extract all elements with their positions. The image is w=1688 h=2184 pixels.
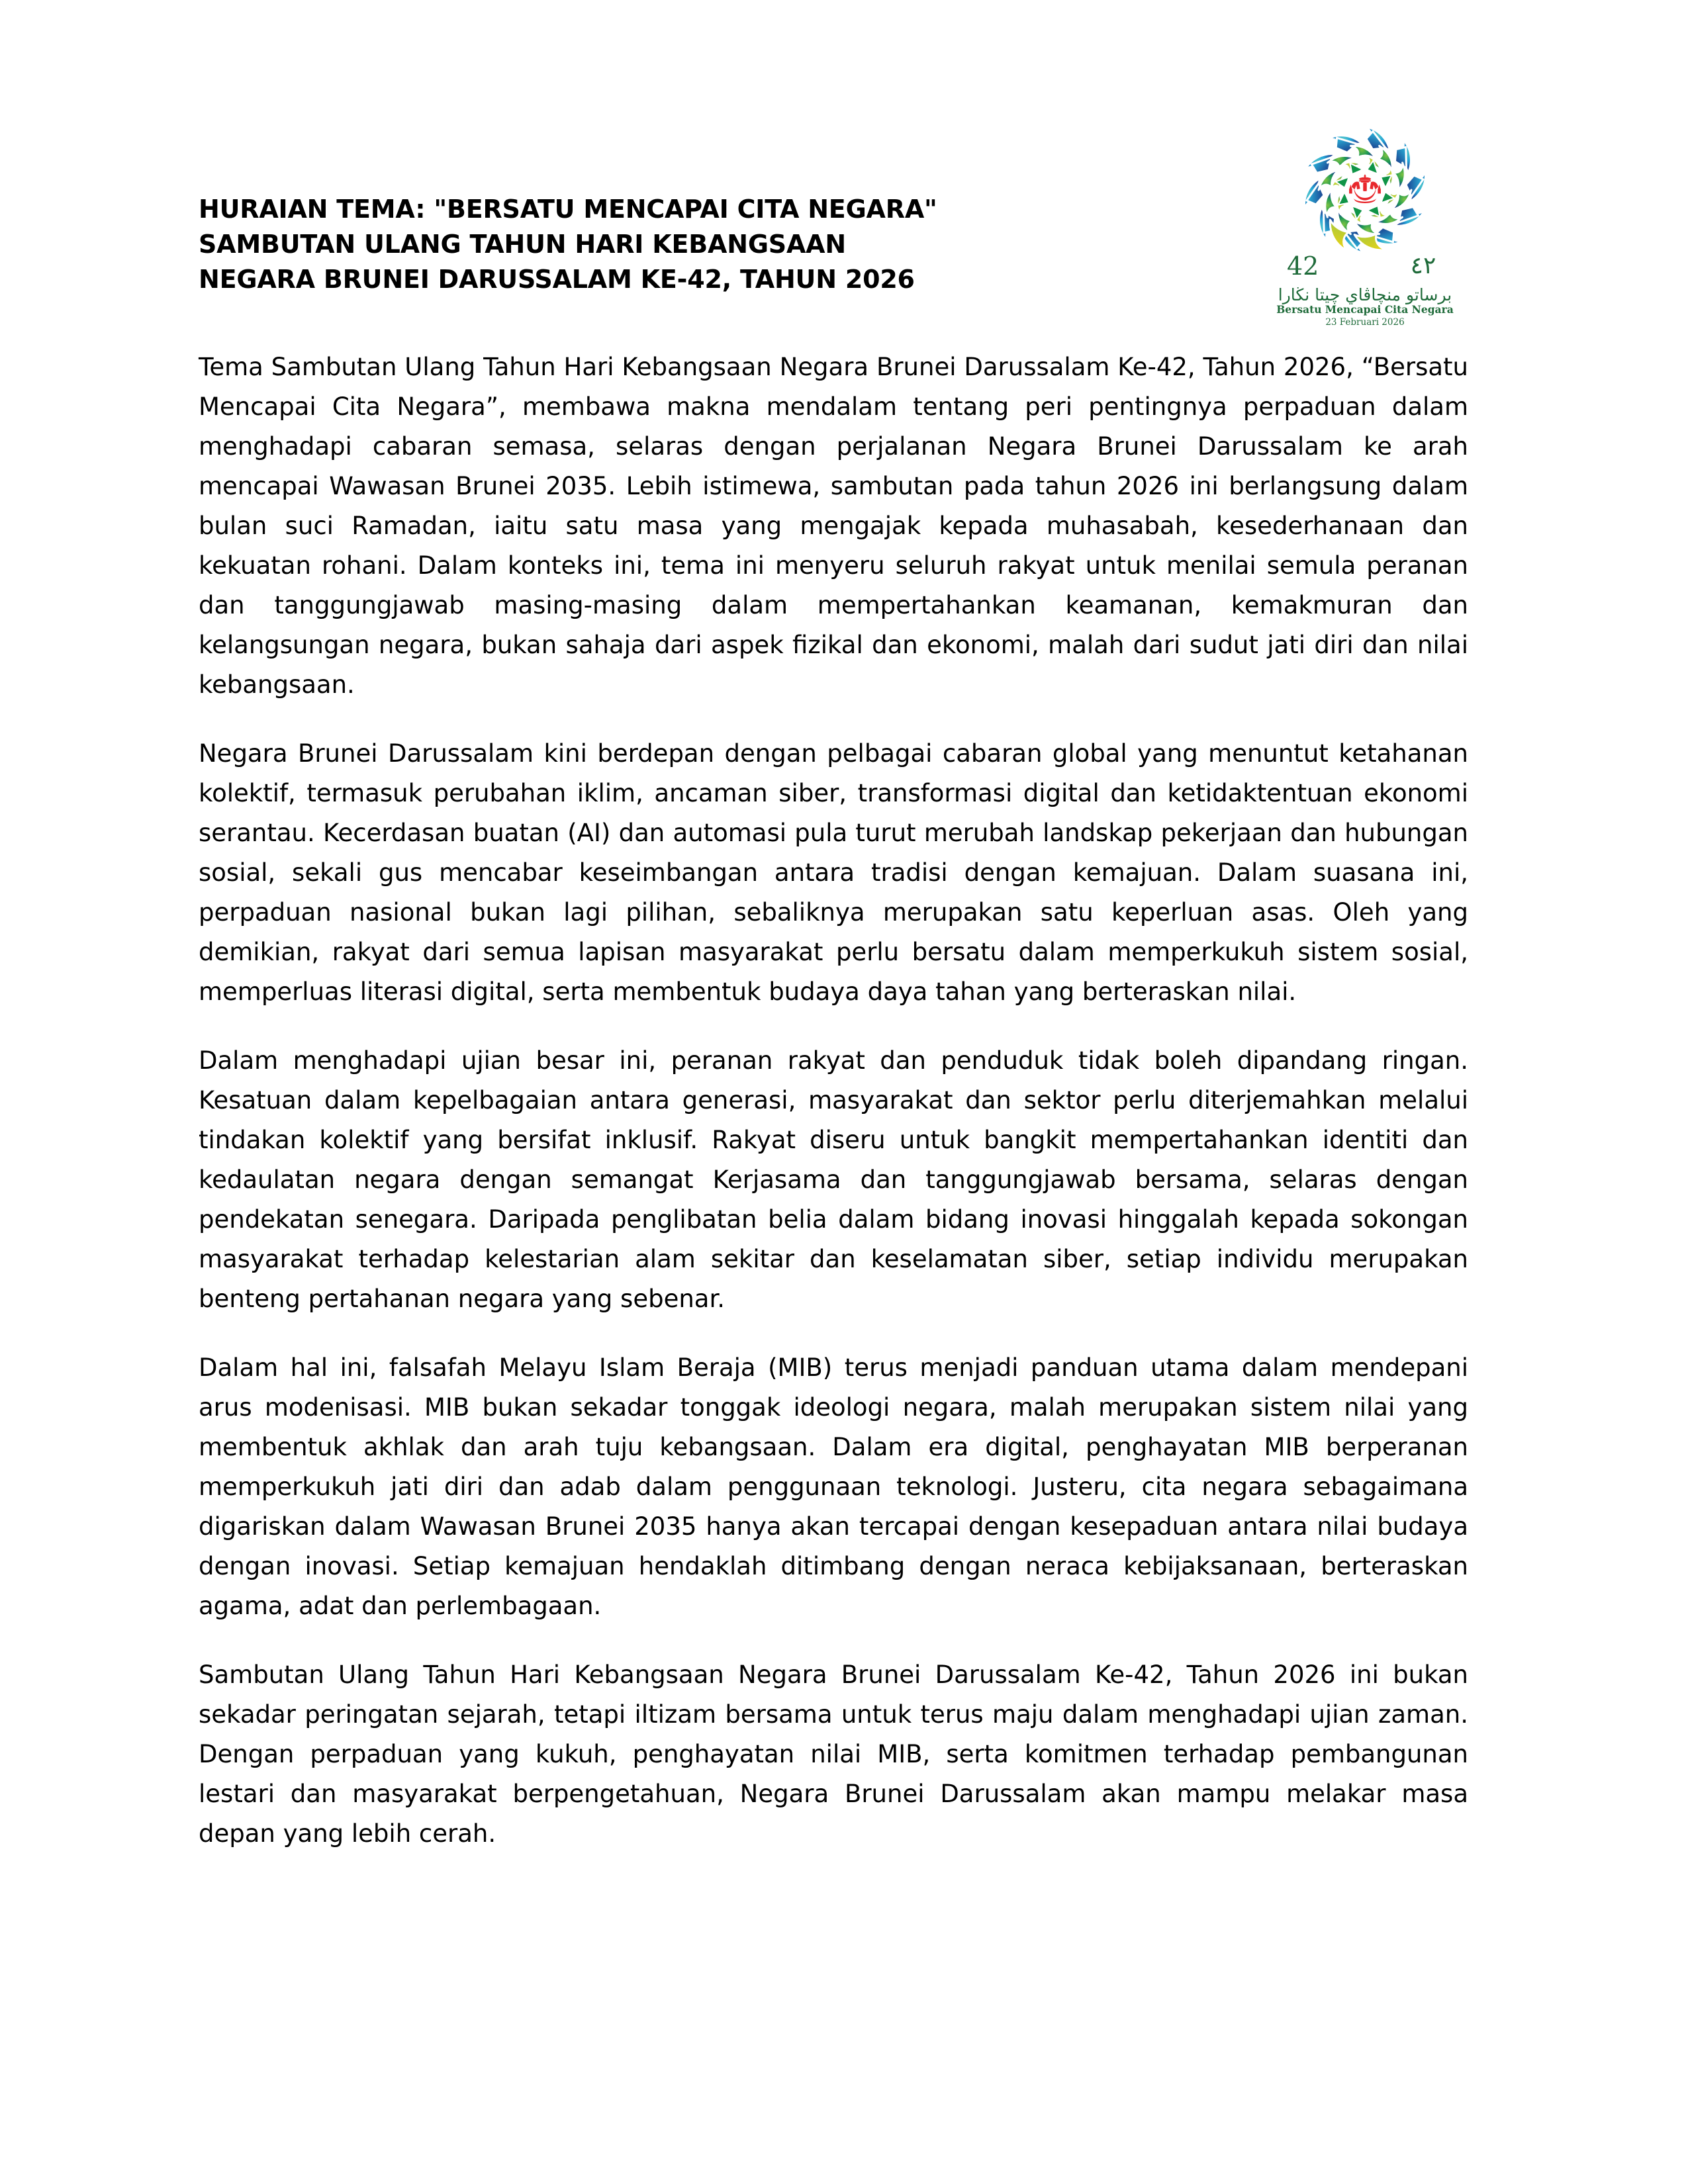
document-header	[199, 116, 1466, 344]
paragraph-1: Tema Sambutan Ulang Tahun Hari Kebangsaan Negara Brunei Darussalam Ke-42, Tahun 2026, “Bersatu Mencapai Cita Negara”, membawa makna mendalam tentang peri pentingnya perpaduan dalam menghadapi cabaran semasa, selaras dengan perjalanan Negara Brunei Darussalam ke arah mencapai Wawasan Brunei 2035. Lebih istimewa, sambutan pada tahun 2026 ini berlangsung dalam bulan suci Ramadan, iaitu satu masa yang mengajak kepada muhasabah, kesederhanaan dan kekuatan rohani. Dalam konteks ini, tema ini menyeru seluruh rakyat untuk menilai semula peranan dan tanggungjawab masing-masing dalam mempertahankan keamanan, kemakmuran dan kelangsungan negara, bukan sahaja dari aspek fizikal dan ekonomi, malah dari sudut jati diri dan nilai kebangsaan.	[199, 353, 1468, 699]
title-line-2: SAMBUTAN ULANG TAHUN HARI KEBANGSAAN	[199, 230, 846, 259]
title-line-3: NEGARA BRUNEI DARUSSALAM KE-42, TAHUN 2026	[199, 265, 915, 294]
logo-jawi-text: برساتو منچاڤاي چيتا نڬارا	[1278, 285, 1452, 304]
paragraph-2: Negara Brunei Darussalam kini berdepan dengan pelbagai cabaran global yang menuntut ketahanan kolektif, termasuk perubahan iklim, ancaman siber, transformasi digital dan ketidaktentuan ekonomi serantau. Kecerdasan buatan (AI) dan automasi pula turut merubah landskap pekerjaan dan hubungan sosial, sekali gus mencabar keseimbangan antara tradisi dengan kemajuan. Dalam suasana ini, perpaduan nasional bukan lagi pilihan, sebaliknya merupakan satu keperluan asas. Oleh yang demikian, rakyat dari semua lapisan masyarakat perlu bersatu dalam memperkukuh sistem sosial, memperluas literasi digital, serta membentuk budaya daya tahan yang berteraskan nilai.	[199, 739, 1468, 1006]
national-day-logo	[1264, 116, 1466, 328]
logo-date-text: 23 Februari 2026	[1325, 317, 1405, 328]
title-line-1: HURAIAN TEMA: "BERSATU MENCAPAI CITA NEGARA"	[199, 195, 937, 224]
paragraph-3: Dalam menghadapi ujian besar ini, peranan rakyat dan penduduk tidak boleh dipandang ringan. Kesatuan dalam kepelbagaian antara generasi, masyarakat dan sektor perlu diterjemahkan melalui tindakan kolektif yang bersifat inklusif. Rakyat diseru untuk bangkit mempertahankan identiti dan kedaulatan negara dengan semangat Kerjasama dan tanggungjawab bersama, selaras dengan pendekatan senegara. Daripada penglibatan belia dalam bidang inovasi hinggalah kepada sokongan masyarakat terhadap kelestarian alam sekitar dan keselamatan siber, setiap individu merupakan benteng pertahanan negara yang sebenar.	[199, 1046, 1468, 1313]
logo-rumi-text: Bersatu Mencapai Cita Negara	[1276, 303, 1454, 316]
logo-numeral-arabic: ٤٢	[1410, 252, 1436, 279]
document-body	[199, 347, 1468, 1854]
paragraph-5: Sambutan Ulang Tahun Hari Kebangsaan Negara Brunei Darussalam Ke-42, Tahun 2026 ini bukan sekadar peringatan sejarah, tetapi iltizam bersama untuk terus maju dalam menghadapi ujian zaman. Dengan perpaduan yang kukuh, penghayatan nilai MIB, serta komitmen terhadap pembangunan lestari dan masyarakat berpengetahuan, Negara Brunei Darussalam akan mampu melakar masa depan yang lebih cerah.	[199, 1661, 1468, 1848]
national-day-logo-graphic	[1264, 116, 1466, 328]
logo-numeral-latin: 42	[1287, 251, 1319, 281]
paragraph-4: Dalam hal ini, falsafah Melayu Islam Beraja (MIB) terus menjadi panduan utama dalam mendepani arus modenisasi. MIB bukan sekadar tonggak ideologi negara, malah merupakan sistem nilai yang membentuk akhlak dan arah tuju kebangsaan. Dalam era digital, penghayatan MIB berperanan memperkukuh jati diri dan adab dalam penggunaan teknologi. Justeru, cita negara sebagaimana digariskan dalam Wawasan Brunei 2035 hanya akan tercapai dengan kesepaduan antara nilai budaya dengan inovasi. Setiap kemajuan hendaklah ditimbang dengan neraca kebijaksanaan, berteraskan agama, adat dan perlembagaan.	[199, 1353, 1468, 1620]
page-title	[199, 192, 1158, 297]
